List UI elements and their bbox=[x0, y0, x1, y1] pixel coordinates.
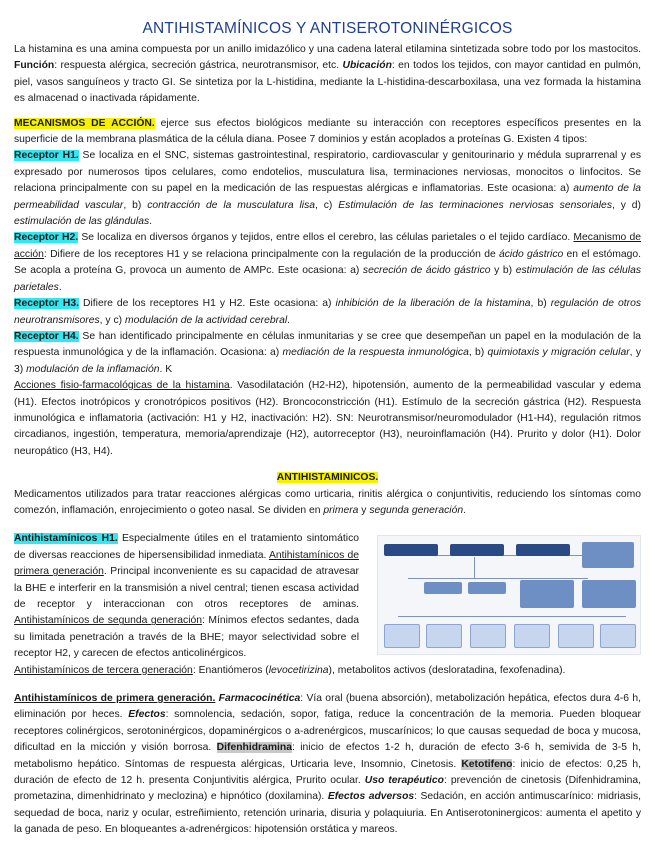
antih1-section bbox=[14, 531, 641, 679]
receptor-h2-label: Receptor H2. bbox=[14, 232, 79, 244]
text: , y 3) bbox=[14, 347, 642, 375]
text: Se localiza en diversos órganos y tejidos, entre ellos el cerebro, las células parietales o el tejido cardíaco. bbox=[78, 232, 574, 244]
mecanismos-paragraph bbox=[14, 116, 641, 149]
antihistaminicos-heading-line bbox=[14, 470, 641, 486]
text: Se localiza en el SNC, sistemas gastrointestinal, respiratorio, cardiovascular y genitourinario y médula suprarrenal y es expresado por numerosos tipos celulares, como endotelios, musculatura lisa, terminaciones nerviosas, monocitos o linfocitos. Se relaciona principalmente con su papel en la medicación de las respuestas alérgicas e inflamatorias. Este ocasiona: a) bbox=[14, 150, 641, 195]
receptor-h3-label: Receptor H3. bbox=[14, 298, 79, 310]
receptor-h1-label: Receptor H1. bbox=[14, 150, 79, 162]
text: Antihistamínicos de primera generación bbox=[14, 549, 359, 578]
text: : prevención de cinetosis (Difenhidramina, prometazina, dimenhidrinato y meclozina) e hipnótico (doxilamina). bbox=[14, 775, 642, 803]
diagram-node bbox=[384, 544, 438, 556]
text: . Vasodilatación (H2-H2), hipotensión, aumento de la permeabilidad vascular y edema (H1). Efectos inotrópicos y cronotrópicos positivos (H2). Broncoconstricción (H1). Estímulo de la secreción gástrica (H2). Respuesta inmunológica e inflamatoria (activación: H1 y H2, inactivación: H2). SN: Neurotransmisor/neuromodulador (H1-H4), regulación ritmos circadianos, ingestión, temperatura, memoria/aprendizaje (H2), autorreceptor (H3), neuroinflamación (H4). Prurito y dolor (H1). Dolor neuropático (H3, H4). bbox=[14, 380, 641, 457]
text: . bbox=[149, 216, 153, 228]
text: : Vía oral (buena absorción), metabolización hepática, efectos dura 4-6 h, eliminación por heces. bbox=[14, 693, 641, 721]
text: ejerce sus efectos biológicos mediante su interacción con receptores específicos presentes en la superficie de la membrana plasmática de la célula diana. Posee 7 dominios y están acoplados a proteínas G. Existen 4 tipos: bbox=[14, 117, 641, 146]
page-title: ANTIHISTAMÍNICOS Y ANTISEROTONINÉRGICOS bbox=[142, 20, 513, 37]
text: La histamina es una amina compuesta por un anillo imidazólico y una cadena lateral etilamina sintetizada sobre todo por los mastocitos. bbox=[14, 44, 641, 55]
text: . Principal inconveniente es su capacidad de atravesar la BHE e interferir en la transmisión a nivel central; tienen escasa actividad de receptor y interaccionan con otros receptores de aminas. bbox=[14, 566, 359, 610]
diagram-node bbox=[424, 582, 462, 594]
diagram-node bbox=[514, 624, 550, 648]
receptor-h1-paragraph bbox=[14, 148, 641, 230]
text: mediación de la respuesta inmunológica bbox=[282, 347, 469, 359]
text: : inicio de efectos: 0,25 h, duración de efecto de 12 h. presenta Conjuntivitis alérgica, Prurito ocular. bbox=[14, 758, 641, 787]
text: Efectos adversos bbox=[327, 791, 415, 803]
text: en el estómago. Se acopla a proteína G, provoca un aumento de AMPc. Este ocasiona: a) bbox=[14, 248, 641, 277]
text: primera bbox=[323, 504, 359, 516]
antihistaminicos-paragraph bbox=[14, 487, 641, 520]
diagram-node bbox=[582, 580, 636, 608]
text: : Difiere de los receptores H1 y se relaciona principalmente con la regulación de la producción de bbox=[43, 248, 499, 260]
text: Antihistamínicos de segunda generación bbox=[14, 615, 203, 627]
diagram-node bbox=[558, 624, 594, 648]
antihistaminicos-heading: ANTIHISTAMINICOS. bbox=[276, 472, 379, 484]
antih1-paragraph bbox=[14, 531, 359, 662]
funcion-label: Función bbox=[14, 60, 55, 72]
diagram-node bbox=[426, 624, 462, 648]
text: y b) bbox=[490, 265, 516, 277]
text: secreción de ácido gástrico bbox=[362, 265, 491, 277]
text: Difiere de los receptores H1 y H2. Este ocasiona: a) bbox=[78, 298, 336, 310]
text: , y d) bbox=[612, 199, 641, 211]
text: : en todos los tejidos, con mayor cantidad en pulmón, piel, vasos sanguíneos y tracto GI. Se sintetiza por la L-histidina, mediante la L-histidina-descarboxilasa, una vez formada la histamina es almacenad o inactivada rápidamente. bbox=[14, 60, 641, 105]
text: , b) bbox=[468, 347, 488, 359]
text: : Sedación, en acción antimuscarínico: midriasis, sequedad de boca, nariz y ocular, estreñimiento, retención urinaria, disuria y polaquiuria. En Antiserotoninergicos: aumenta el apetito y la ganada de peso. En bloqueantes a-adrenérgicos: hipotensión orstática y mareos. bbox=[14, 791, 641, 836]
diagram-node bbox=[600, 624, 636, 648]
text: segunda generación bbox=[369, 504, 464, 516]
text: estimulación de las células parietales bbox=[14, 265, 642, 293]
diagram-node bbox=[516, 544, 570, 556]
text: : inicio de efectos 1-2 h, duración de efecto 3-6 h, semivida de 3-5 h, metabolismo hepático. Síntomas de respuesta alérgicas, Urticaria leve, Insomnio, Cinetosis. bbox=[14, 742, 641, 770]
text: Mecanismo de acción bbox=[14, 232, 642, 260]
text: , c) bbox=[315, 199, 339, 211]
text: , y c) bbox=[99, 314, 125, 326]
intro-paragraph bbox=[14, 42, 641, 108]
text: quimiotaxis y migración celular bbox=[487, 347, 630, 359]
text: regulación de otros neurotransmisores bbox=[14, 298, 642, 326]
text: Medicamentos utilizados para tratar reacciones alérgicas como urticaria, rinitis alérgica o conjuntivitis, reduciendo los síntomas como comezón, inflamación, enrojecimiento o goteo nasal. Se dividen en bbox=[14, 488, 641, 516]
text: . bbox=[58, 281, 62, 293]
text: y bbox=[358, 504, 370, 516]
text: Estimulación de las terminaciones nerviosas sensoriales bbox=[338, 199, 612, 211]
text: : Mínimos efectos sedantes, dada su limitada penetración a través de la BHE; mayor selectividad sobre el receptor H2, y carecen de efectos anticolinérgicos. bbox=[14, 615, 359, 660]
text: Especialmente útiles en el tratamiento sintomático de diversas reacciones de hipersensibilidad inmediata. bbox=[14, 533, 359, 561]
ubicacion-label: Ubicación bbox=[342, 60, 392, 72]
primera-generacion-label: Antihistamínicos de primera generación. bbox=[14, 693, 216, 705]
receptor-h4-paragraph bbox=[14, 329, 641, 378]
text: Farmacocinética bbox=[215, 693, 301, 705]
antih1-third-gen bbox=[14, 663, 641, 679]
text: . bbox=[463, 504, 466, 516]
text: Efectos bbox=[128, 709, 166, 721]
ketotifeno-label: Ketotifeno bbox=[461, 758, 513, 770]
receptor-h4-label: Receptor H4. bbox=[14, 330, 79, 342]
classification-diagram-image bbox=[377, 535, 641, 655]
text: . bbox=[287, 314, 290, 326]
acciones-paragraph bbox=[14, 378, 641, 460]
text: estimulación de las glándulas bbox=[14, 216, 150, 228]
primera-generacion-paragraph bbox=[14, 691, 641, 839]
text: aumento de la permeabilidad vascular bbox=[14, 183, 642, 211]
text: : Enantiómeros ( bbox=[192, 664, 269, 676]
antih1-label: Antihistamínicos H1. bbox=[14, 533, 118, 545]
receptor-h2-paragraph bbox=[14, 230, 641, 296]
diagram-node bbox=[468, 582, 506, 594]
text: Se han identificado principalmente en células inmunitarias y se cree que desempeñan un papel en la modulación de la respuesta inmunológica y de la inflamación. Ocasiona: a) bbox=[14, 330, 641, 359]
acciones-label: Acciones fisio-farmacológicas de la histamina bbox=[14, 380, 230, 392]
text: : somnolencia, sedación, sopor, fatiga, reduce la concentración de la memoria. Pueden bloquear receptores colinérgicos, serotoninérgicos, dopaminérgicos o a-adrenérgicos, muscarínicos; lo que causas sequedad de boca y mucosa, dificultad en la micción y visión borrosa. bbox=[14, 709, 642, 754]
text: modulación de la actividad cerebral bbox=[124, 314, 288, 326]
text: : respuesta alérgica, secreción gástrica, neurotransmisor, etc. bbox=[54, 60, 343, 72]
diagram-node bbox=[520, 580, 574, 608]
diagram-node bbox=[470, 624, 506, 648]
document-page bbox=[14, 20, 641, 839]
text: , b) bbox=[530, 298, 551, 310]
diagram-node bbox=[450, 544, 504, 556]
text: Antihistamínicos de tercera generación bbox=[14, 664, 193, 676]
mecanismos-label: MECANISMOS DE ACCIÓN. bbox=[14, 117, 155, 129]
difenhidramina-label: Difenhidramina bbox=[216, 742, 292, 754]
text: levocetirizina bbox=[268, 664, 329, 676]
text: ácido gástrico bbox=[499, 248, 564, 260]
text: inhibición de la liberación de la histamina bbox=[335, 298, 531, 310]
text: Uso terapéutico bbox=[364, 775, 445, 787]
text: ), metabolitos activos (desloratadina, fexofenadina). bbox=[328, 664, 566, 676]
text: . K bbox=[159, 363, 173, 375]
diagram-node bbox=[384, 624, 420, 648]
receptor-h3-paragraph bbox=[14, 296, 641, 329]
text: contracción de la musculatura lisa bbox=[147, 199, 316, 211]
diagram-node bbox=[582, 542, 634, 568]
text: , b) bbox=[123, 199, 148, 211]
text: modulación de la inflamación bbox=[26, 363, 160, 375]
